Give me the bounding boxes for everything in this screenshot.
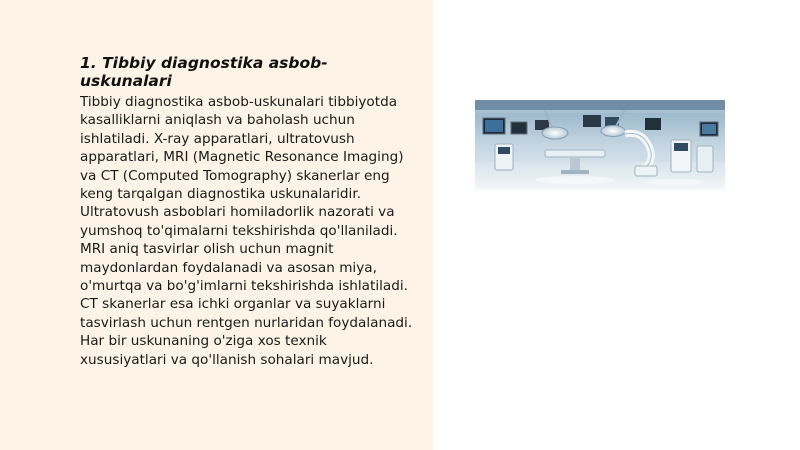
- slide-heading: 1. Tibbiy diagnostika asbob-uskunalari: [80, 54, 328, 90]
- operating-room-photo: [475, 100, 725, 190]
- slide-body-text: Tibbiy diagnostika asbob-uskunalari tibbiyotda kasalliklarni aniqlash va baholash uchun ishlatiladi. X-ray apparatlari, ultratovush apparatlari, MRI (Magnetic Resonance Imaging) va CT (Computed Tomography) skanerlar eng keng tarqalgan diagnostika uskunalaridir. Ultratovush asboblari homiladorlik nazorati va yumshoq to'qimalarni tekshirishda qo'llaniladi. MRI aniq tasvirlar olish uchun magnit maydonlardan foydalanadi va asosan miya, o'murtqa va bo'g'imlarni tekshirishda ishlatiladi. CT skanerlar esa ichki organlar va suyaklarni tasvirlash uchun rentgen nurlaridan foydalanadi. Har bir uskunaning o'ziga xos texnik xususiyatlari va qo'llanish sohalari mavjud.: [80, 94, 413, 368]
